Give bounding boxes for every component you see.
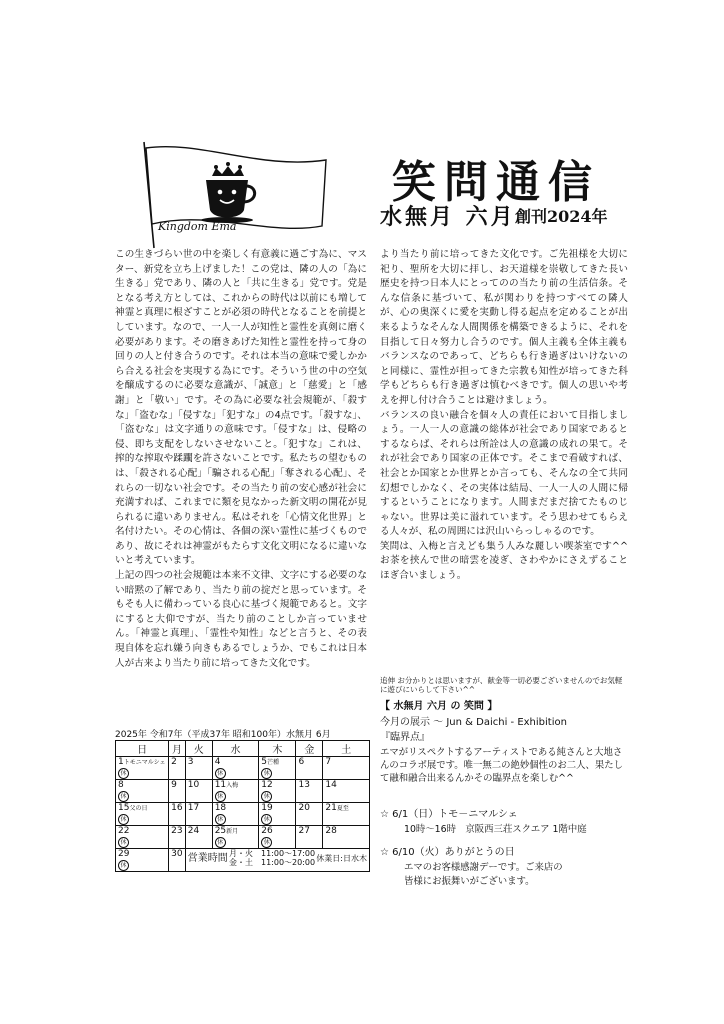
left-article-column xyxy=(115,248,367,744)
closed-day-mark: 休 xyxy=(215,837,226,848)
day-number: 17 xyxy=(187,803,200,813)
closed-days-label: 休業日:日水木 xyxy=(316,853,367,863)
calendar-day xyxy=(169,849,186,872)
calendar-day xyxy=(296,780,323,803)
day-number: 18 xyxy=(214,803,227,813)
weekday-header: 金 xyxy=(296,741,323,757)
calendar-week-row xyxy=(116,803,370,826)
calendar-table xyxy=(115,740,370,872)
month-subtitle: 水無月 六月 xyxy=(380,204,516,230)
closed-day-mark: 休 xyxy=(215,814,226,825)
calendar-day xyxy=(116,757,169,780)
day-note: 入梅 xyxy=(226,782,239,789)
day-number: 5 xyxy=(261,757,267,767)
founded-label: 創刊2024年 xyxy=(515,207,608,226)
kingdom-ema-flag-logo xyxy=(140,140,330,250)
exhibit-title: 『臨界点』 xyxy=(380,732,430,743)
day-note: 芒種 xyxy=(267,759,280,766)
hours-label: 営業時間 xyxy=(187,852,228,864)
calendar-day xyxy=(296,757,323,780)
newsletter-title: 笑問通信 xyxy=(392,157,600,208)
day-number: 21 xyxy=(325,803,337,813)
day-note: 夏至 xyxy=(336,805,349,812)
calendar-day xyxy=(169,803,186,826)
events-heading: 【 水無月 六月 の 笑問 】 xyxy=(380,701,498,712)
weekday-header: 土 xyxy=(323,741,370,757)
calendar-day xyxy=(296,803,323,826)
day-number: 23 xyxy=(171,826,183,836)
day-number: 26 xyxy=(261,826,273,836)
day-number: 14 xyxy=(325,780,337,790)
calendar-week-row xyxy=(116,780,370,803)
event-title: 6/1（日）トモ－ニマルシェ xyxy=(392,809,518,820)
event-item xyxy=(380,808,630,822)
day-number: 27 xyxy=(298,826,310,836)
calendar-day xyxy=(212,803,259,826)
day-number: 2 xyxy=(171,757,177,767)
day-number: 8 xyxy=(118,780,124,790)
hours-times xyxy=(229,849,315,867)
star-icon: ☆ xyxy=(380,809,389,820)
hours-line: 金・土 11:00～20:00 xyxy=(228,858,316,867)
closed-day-mark: 休 xyxy=(215,791,226,802)
article-paragraph: 上記の四つの社会規範は本来不文律、文字にする必要のない暗黙の了解であり、当たり前の掟だと思っています。そもそも人に備わっている良心に基づく規範であると。文字にすると大仰ですが、当たり前のことしか言っていません。「神霊と真理」、「霊性や知性」などと言うと、その表現自体を忘れ嫌う向きもあるでしょうか、でもこれは日本人が古来より当たり前に培ってきた文化です。 xyxy=(115,570,367,669)
calendar-day xyxy=(323,757,370,780)
calendar-day xyxy=(259,757,296,780)
calendar-day xyxy=(185,803,212,826)
day-number: 24 xyxy=(187,826,200,836)
event-title: 6/10（火）ありがとうの日 xyxy=(392,847,515,858)
day-number: 29 xyxy=(118,849,130,859)
day-note: 父の日 xyxy=(129,805,148,812)
weekday-header: 木 xyxy=(259,741,296,757)
hours-line: 月・火 11:00～17:00 xyxy=(228,849,316,858)
day-number: 22 xyxy=(118,826,130,836)
day-number: 10 xyxy=(187,780,200,790)
weekday-header: 火 xyxy=(185,741,212,757)
day-number: 20 xyxy=(298,803,310,813)
event-detail: 10時～16時 京阪西三荘スクエア 1階中庭 xyxy=(404,824,587,835)
day-number: 25 xyxy=(214,826,227,836)
day-number: 28 xyxy=(325,826,337,836)
day-number: 15 xyxy=(118,803,130,813)
article-paragraph: バランスの良い融合を個々人の責任において目指しましょう。一人一人の意識の総体が社会であり国家であるとするならば、それらは所詮は人の意識の成れの果て。それが社会であり国家の正体です。そこまで看破すれば、社会とか国家とか世界とか言っても、そんなの全て共同幻想でしかなく、その実体は結局、一人一人の人間に帰するということになります。人間まだまだ捨てたものじゃない。世界は美に溢れています。そう思わせてもらえる人々が、私の周囲には沢山いらっしゃるのです。 xyxy=(380,409,628,538)
calendar-day xyxy=(212,757,259,780)
closed-day-mark: 休 xyxy=(261,814,272,825)
star-icon: ☆ xyxy=(380,847,389,858)
closed-day-mark: 休 xyxy=(261,837,272,848)
day-number: 7 xyxy=(325,757,332,767)
day-number: 13 xyxy=(298,780,310,790)
calendar-day xyxy=(185,826,212,849)
postscript: 追伸 お分かりとは思いますが、献金等一切必要ございませんのでお気軽に遊びにいらして下さい^^ xyxy=(380,676,623,694)
day-number: 9 xyxy=(171,780,177,790)
calendar-day xyxy=(212,826,259,849)
calendar-week-row xyxy=(116,826,370,849)
calendar-day xyxy=(116,780,169,803)
day-note: 新月 xyxy=(226,828,239,835)
calendar-day xyxy=(259,780,296,803)
calendar-day xyxy=(323,826,370,849)
weekday-header: 水 xyxy=(212,741,259,757)
article-paragraph: 笑問は、入梅と言えども集う人みな麗しい喫茶室です^^お茶を挟んで世の暗雲を凌ぎ、さわやかにさえずることほぎ合いましょう。 xyxy=(380,540,628,582)
calendar-day xyxy=(169,780,186,803)
calendar-day xyxy=(116,803,169,826)
weekday-header: 日 xyxy=(116,741,169,757)
day-number: 30 xyxy=(171,849,183,859)
day-number: 16 xyxy=(171,803,183,813)
calendar-day xyxy=(323,780,370,803)
calendar-day xyxy=(116,849,169,872)
article-paragraph: より当たり前に培ってきた文化です。ご先祖様を大切に祀り、聖所を大切に拝し、お天道様を崇敬してきた長い歴史を持つ日本人にとってのの当たり前の生活信条。そんな信条に基づいて、私が関わりを持つすべての隣人が、心の奥深くに愛を実動し得る起点を定めることが出来るようなそんな人間関係を構築できるように、それを目指して日々努力し合うのです。個人主義も全体主義もバランスなのであって、どちらも行き過ぎはいけないのと同様に、霊性が担ってきた宗教も知性が培ってきた科学もどちらも行き過ぎは慎むべきです。個人の思いや考えを押し付け合うことは避けましょう。 xyxy=(380,249,628,406)
closed-day-mark: 休 xyxy=(118,768,129,779)
exhibit-line: 今月の展示 ～ Jun & Daichi - Exhibition xyxy=(380,717,567,728)
calendar-day xyxy=(259,803,296,826)
logo-text: Kingdom Ema xyxy=(158,220,237,233)
closed-day-mark: 休 xyxy=(118,814,129,825)
day-number: 11 xyxy=(214,780,227,790)
closed-day-mark: 休 xyxy=(118,791,129,802)
calendar-day xyxy=(323,803,370,826)
event-detail: 皆様にお振舞いがございます。 xyxy=(404,876,535,887)
event-detail: エマのお客様感謝デーです。ご来店の xyxy=(404,862,563,873)
day-number: 1 xyxy=(118,757,124,767)
calendar-day xyxy=(169,826,186,849)
day-number: 19 xyxy=(261,803,273,813)
exhibit-description: エマがリスペクトするアーティストである純さんと大地さんのコラボ展です。唯一無二の絶妙個性のお二人、果たして融和融合出来るんかその臨界点を楽しむ^^ xyxy=(380,747,624,784)
calendar-day xyxy=(116,826,169,849)
day-number: 4 xyxy=(214,757,221,767)
calendar-day xyxy=(185,780,212,803)
right-article-column xyxy=(380,248,628,678)
calendar-heading: 2025年 令和7年（平成37年 昭和100年）水無月 6月 xyxy=(115,730,331,740)
calendar-day xyxy=(169,757,186,780)
calendar-week-row xyxy=(116,757,370,780)
article-paragraph: この生きづらい世の中を楽しく有意義に過ごす為に、マスター、新党を立ち上げました！この党は、隣の人の「為に生きる」党であり、隣の人と「共に生きる」党です。党是となる考え方としては、これからの時代は以前にも増して神霊と真理に根ざすことが必須の時代となることを前提としています。なので、一人一人が知性と霊性を真剣に磨く必要があります。その磨きあげた知性と霊性を持って身の回りの人と付き合うのです。それは本当の意味で愛しかから合える社会を実現する為にです。そういう世の中の空気を醸成するのに必要な意識が、「誠意」と「慈愛」と「感謝」と「敬い」です。その為に必要な社会規範が、「殺すな」「盗むな」「侵すな」「犯すな」の4点です。「殺すな」、「盗むな」は文字通りの意味です。「侵すな」は、侵略の侵、即ち支配をしないさせないこと。「犯すな」これは、搾的な搾取や蹂躙を許さないことです。私たちの望むものは、「殺される心配」「騙される心配」「奪される心配」、それらの一切ない社会です。その当たり前の安心感が社会に充満すれば、これまでに類を見なかった新文明の開花が見られるに違いありません。私はそれを「心情文化世界」と名付けたい。その心情は、各個の深い霊性に基づくものであり、故にそれは神霊がもたらす文化文明になるに違いないと考えています。 xyxy=(115,249,367,567)
calendar-week-row xyxy=(116,849,370,872)
calendar-day xyxy=(185,757,212,780)
calendar-day xyxy=(212,780,259,803)
weekday-row xyxy=(116,741,370,757)
closed-day-mark: 休 xyxy=(118,860,129,871)
day-number: 12 xyxy=(261,780,273,790)
closed-day-mark: 休 xyxy=(118,837,129,848)
closed-day-mark: 休 xyxy=(261,768,272,779)
closed-day-mark: 休 xyxy=(215,768,226,779)
weekday-header: 月 xyxy=(169,741,186,757)
day-number: 3 xyxy=(187,757,194,767)
calendar-day xyxy=(259,826,296,849)
day-note: トモニマルシェ xyxy=(123,759,166,766)
closed-day-mark: 休 xyxy=(261,791,272,802)
business-hours-cell xyxy=(185,849,369,872)
day-number: 6 xyxy=(298,757,305,767)
event-item xyxy=(380,846,630,860)
calendar-day xyxy=(296,826,323,849)
